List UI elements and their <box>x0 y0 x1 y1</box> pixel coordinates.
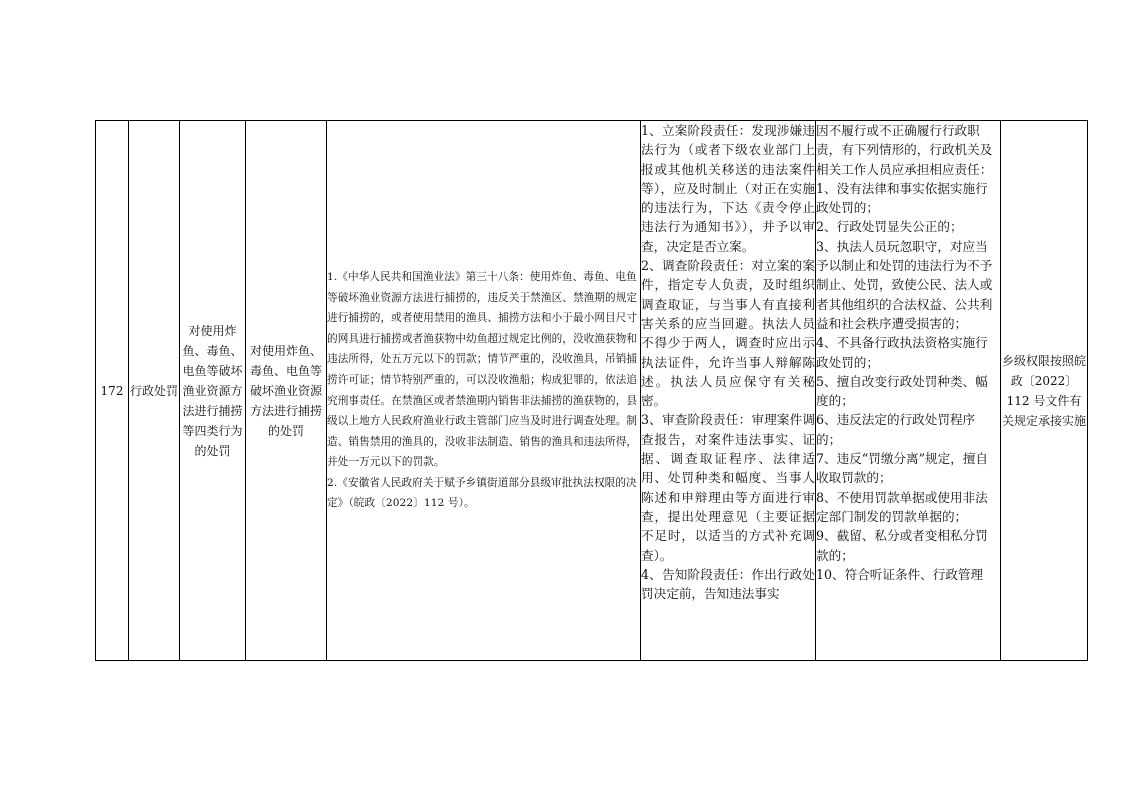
responsibility-stage-4: 4、告知阶段责任：作出行政处罚决定前，告知违法事实 <box>641 566 815 602</box>
remark: 乡级权限按照皖政〔2022〕112 号文件有关规定承接实施 <box>1001 121 1088 661</box>
table-row <box>96 121 1088 661</box>
power-list-table <box>95 120 1088 661</box>
accountability-item-2: 2、行政处罚显失公正的； <box>816 219 963 235</box>
accountability-item-5: 5、擅自改变行政处罚种类、幅度的； <box>816 373 988 409</box>
accountability-item-1: 1、没有法律和事实依据实施行政处罚的； <box>816 180 988 216</box>
legal-basis <box>327 121 641 661</box>
accountability-item-8: 8、不使用罚款单据或使用非法定部门制发的罚款单据的； <box>816 489 988 524</box>
accountability-item-9: 9、截留、私分或者变相私分罚款的； <box>816 528 988 563</box>
responsibility-stage-1: 1、立案阶段责任：发现涉嫌违法行为（或者下级农业部门上报或其他机关移送的违法案件等），应及时制止（对正在实施的违法行为，下达《责令停止违法行为通知书》），并予以审查，决定是否立案。 <box>641 123 815 254</box>
power-item: 对使用炸鱼、毒鱼、电鱼等破坏渔业资源方法进行捕捞等四类行为的处罚 <box>180 121 246 661</box>
legal-basis-1: 1.《中华人民共和国渔业法》第三十八条：使用炸鱼、毒鱼、电鱼等破坏渔业资源方法进行捕捞的，违反关于禁渔区、禁渔期的规定进行捕捞的，或者使用禁用的渔具、捕捞方法和小于最小网目尺寸的网具进行捕捞或者渔获物中幼鱼超过规定比例的，没收渔获物和违法所得，处五万元以下的罚款；情节严重的，没收渔具，吊销捕捞许可证；情节特别严重的，可以没收渔船；构成犯罪的，依法追究刑事责任。在禁渔区或者禁渔期内销售非法捕捞的渔获物的，县级以上地方人民政府渔业行政主管部门应当及时进行调查处理。制造、销售禁用的渔具的，没收非法制造、销售的渔具和违法所得，并处一万元以下的罚款。 <box>327 270 638 469</box>
accountability-items <box>816 121 1001 661</box>
accountability-item-7: 7、违反“罚缴分离”规定，擅自收取罚款的； <box>816 451 989 486</box>
legal-basis-2: 2.《安徽省人民政府关于赋予乡镇街道部分县级审批执法权限的决定》（皖政〔2022〕112 号）。 <box>327 476 637 510</box>
accountability-item-3: 3、执法人员玩忽职守，对应当予以制止和处罚的违法行为不予制止、处罚，致使公民、法人或者其他组织的合法权益、公共利益和社会秩序遭受损害的； <box>816 238 993 331</box>
accountability-item-10: 10、符合听证条件、行政管理 <box>816 566 984 582</box>
row-number: 172 <box>96 121 129 661</box>
accountability-item-6: 6、违反法定的行政处罚程序的； <box>816 412 976 447</box>
responsibility-stage-2: 2、调查阶段责任：对立案的案件，指定专人负责，及时组织调查取证，与当事人有直接利害关系的应当回避。执法人员不得少于两人，调查时应出示执法证件，允许当事人辩解陈述。执法人员应保守有关秘密。 <box>641 258 815 409</box>
power-type: 行政处罚 <box>129 121 180 661</box>
responsibility-items <box>641 121 816 661</box>
accountability-item-4: 4、不具备行政执法资格实施行政处罚的； <box>816 335 988 370</box>
responsibility-stage-3: 3、审查阶段责任：审理案件调查报告，对案件违法事实、证据、调查取证程序、法律适用、处罚种类和幅度、当事人陈述和申辩理由等方面进行审查，提出处理意见（主要证据不足时，以适当的方式补充调查）。 <box>641 412 815 563</box>
power-subitem: 对使用炸鱼、毒鱼、电鱼等破坏渔业资源方法进行捕捞的处罚 <box>246 121 327 661</box>
accountability-intro: 因不履行或不正确履行行政职责，有下列情形的，行政机关及相关工作人员应承担相应责任： <box>816 123 993 177</box>
